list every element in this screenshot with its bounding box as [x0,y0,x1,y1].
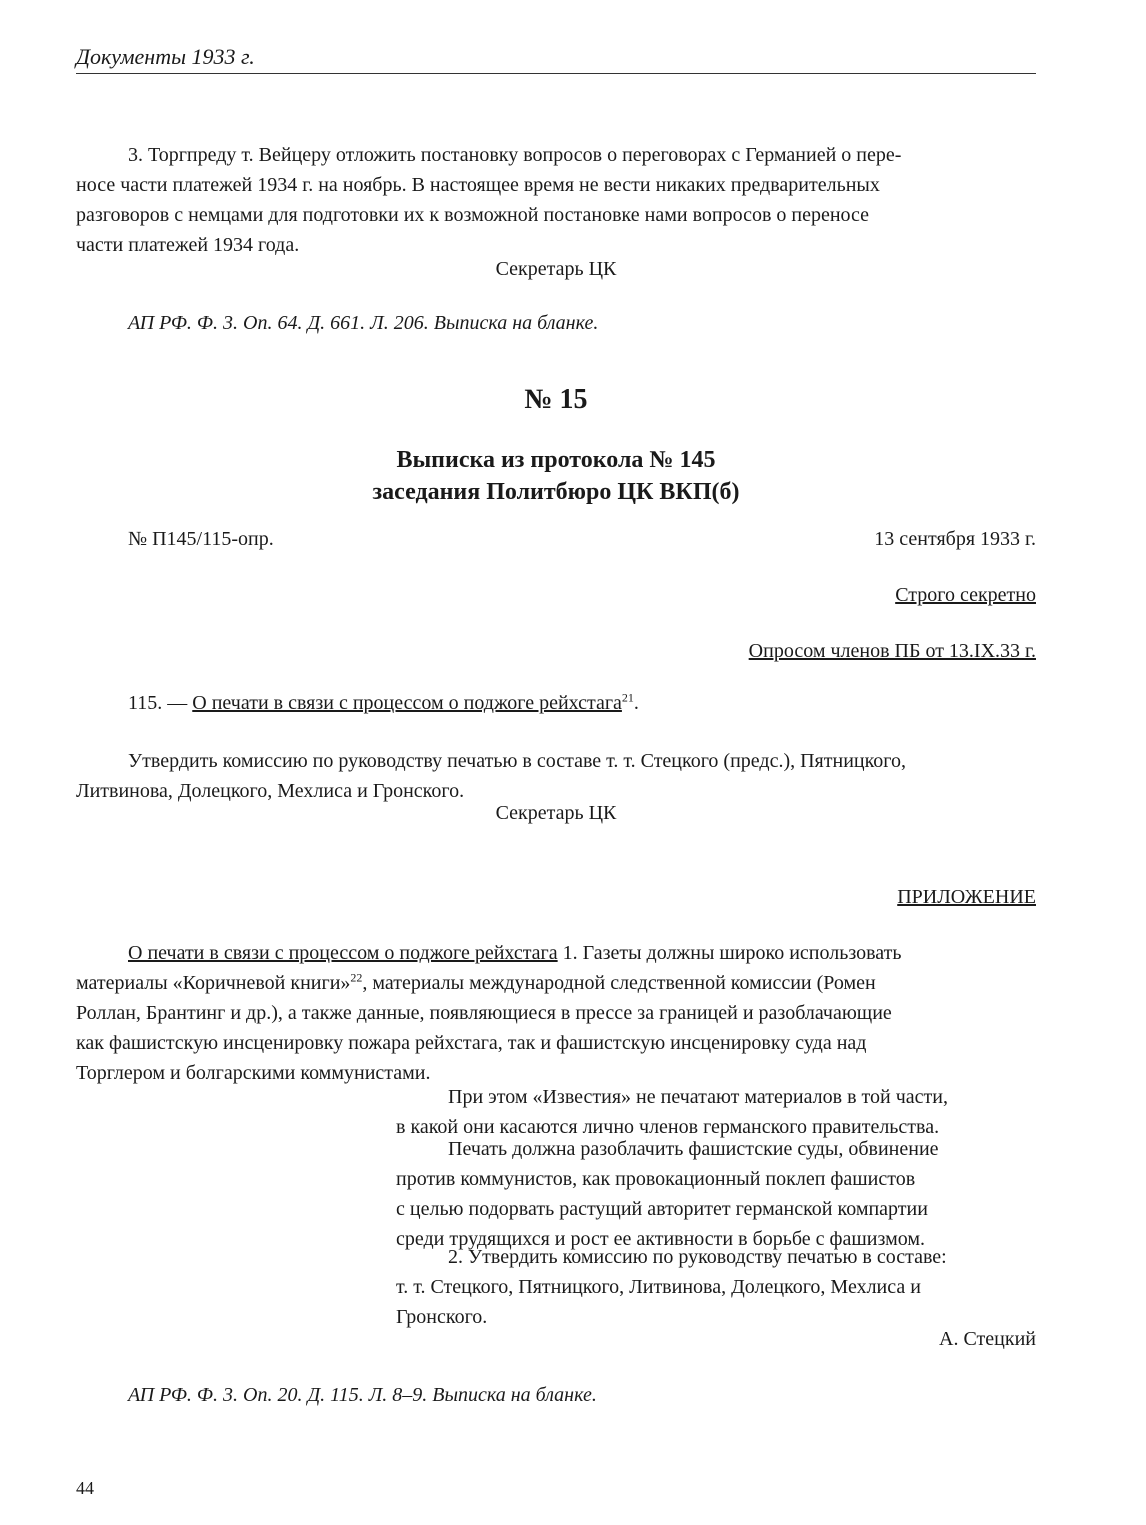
document-date: 13 сентября 1933 г. [874,528,1036,550]
appendix-p1-line-2a: материалы «Коричневой книги» [76,972,351,994]
classification-stamp: Строго секретно [895,584,1036,606]
item-3-line-3: разговоров с немцами для подготовки их к возможной постановке нами вопросов о переносе [76,204,870,226]
poll-note: Опросом членов ПБ от 13.IX.33 г. [748,640,1036,662]
resolution-line-1: Утвердить комиссию по руководству печатью в составе т. т. Стецкого (предс.), Пятницкого, [128,750,907,772]
appendix-paragraph-3 [396,1134,1036,1254]
appendix-p1-line-2b: , материалы международной следственной комиссии (Ромен [362,972,876,994]
appendix-p1-start: 1. Газеты должны широко использовать [562,942,902,964]
appendix-heading: О печати в связи с процессом о поджоге рейхстага [128,942,558,964]
footnote-ref-22: 22 [350,970,363,985]
appendix-archive-citation: АП РФ. Ф. 3. Оп. 20. Д. 115. Л. 8–9. Выписка на бланке. [128,1384,597,1406]
page-number: 44 [76,1478,94,1498]
appendix-p1-line-4: как фашистскую инсценировку пожара рейхстага, так и фашистскую инсценировку суда над [76,1032,867,1054]
appendix-signature: А. Стецкий [939,1328,1036,1350]
appendix-p3-line-4: среди трудящихся и рост ее активности в борьбе с фашизмом. [396,1228,926,1250]
appendix-p1-line-5: Торглером и болгарскими коммунистами. [76,1062,431,1084]
item-3-line-4: части платежей 1934 года. [76,234,300,256]
appendix-paragraph-4 [396,1242,1036,1332]
appendix-paragraph-1 [76,938,1036,1088]
appendix-p4-line-3: Гронского. [396,1306,488,1328]
document-title-line-2: заседания Политбюро ЦК ВКП(б) [372,479,740,505]
footnote-ref-21: 21 [621,690,634,705]
appendix-p4-line-2: т. т. Стецкого, Пятницкого, Литвинова, Долецкого, Мехлиса и [396,1276,921,1298]
agenda-item-title: О печати в связи с процессом о поджоге рейхстага [192,692,622,714]
appendix-label: ПРИЛОЖЕНИЕ [897,886,1036,908]
agenda-item: 115. — О печати в связи с процессом о поджоге рейхстага$^{21}$. [128,690,639,714]
prev-archive-citation: АП РФ. Ф. 3. Оп. 64. Д. 661. Л. 206. Выписка на бланке. [128,312,599,334]
prev-signature: Секретарь ЦК [495,258,617,280]
item-3-line-1: 3. Торгпреду т. Вейцеру отложить постановку вопросов о переговорах с Германией о пере- [128,144,902,166]
appendix-p1-line-3: Роллан, Брантинг и др.), а также данные, появляющиеся в прессе за границей и разоблачающие [76,1002,892,1024]
item-3-paragraph [76,140,1036,260]
document-title-line-1: Выписка из протокола № 145 [396,447,716,473]
resolution-paragraph [76,746,1036,806]
document-title [76,444,1036,508]
appendix-p2-line-1: При этом «Известия» не печатают материалов в той части, [448,1086,948,1108]
document-number: № 15 [524,384,588,415]
appendix-p4-line-1: 2. Утвердить комиссию по руководству печатью в составе: [448,1246,947,1268]
document-signature: Секретарь ЦК [495,802,617,824]
resolution-line-2: Литвинова, Долецкого, Мехлиса и Гронского. [76,780,465,802]
registration-number: № П145/115-опр. [128,528,274,550]
running-header: Документы 1933 г. [76,44,255,69]
appendix-p3-line-1: Печать должна разоблачить фашистские суды, обвинение [448,1138,939,1160]
header-rule [76,73,1036,74]
document-page [76,0,1036,1525]
appendix-p2-line-2: в какой они касаются лично членов германского правительства. [396,1116,940,1138]
appendix-paragraph-2 [396,1082,1036,1142]
agenda-item-number: 115. — [128,692,188,714]
item-3-line-2: носе части платежей 1934 г. на ноябрь. В настоящее время не вести никаких предварительных [76,174,880,196]
appendix-p3-line-2: против коммунистов, как провокационный поклеп фашистов [396,1168,916,1190]
appendix-p3-line-3: с целью подорвать растущий авторитет германской компартии [396,1198,928,1220]
